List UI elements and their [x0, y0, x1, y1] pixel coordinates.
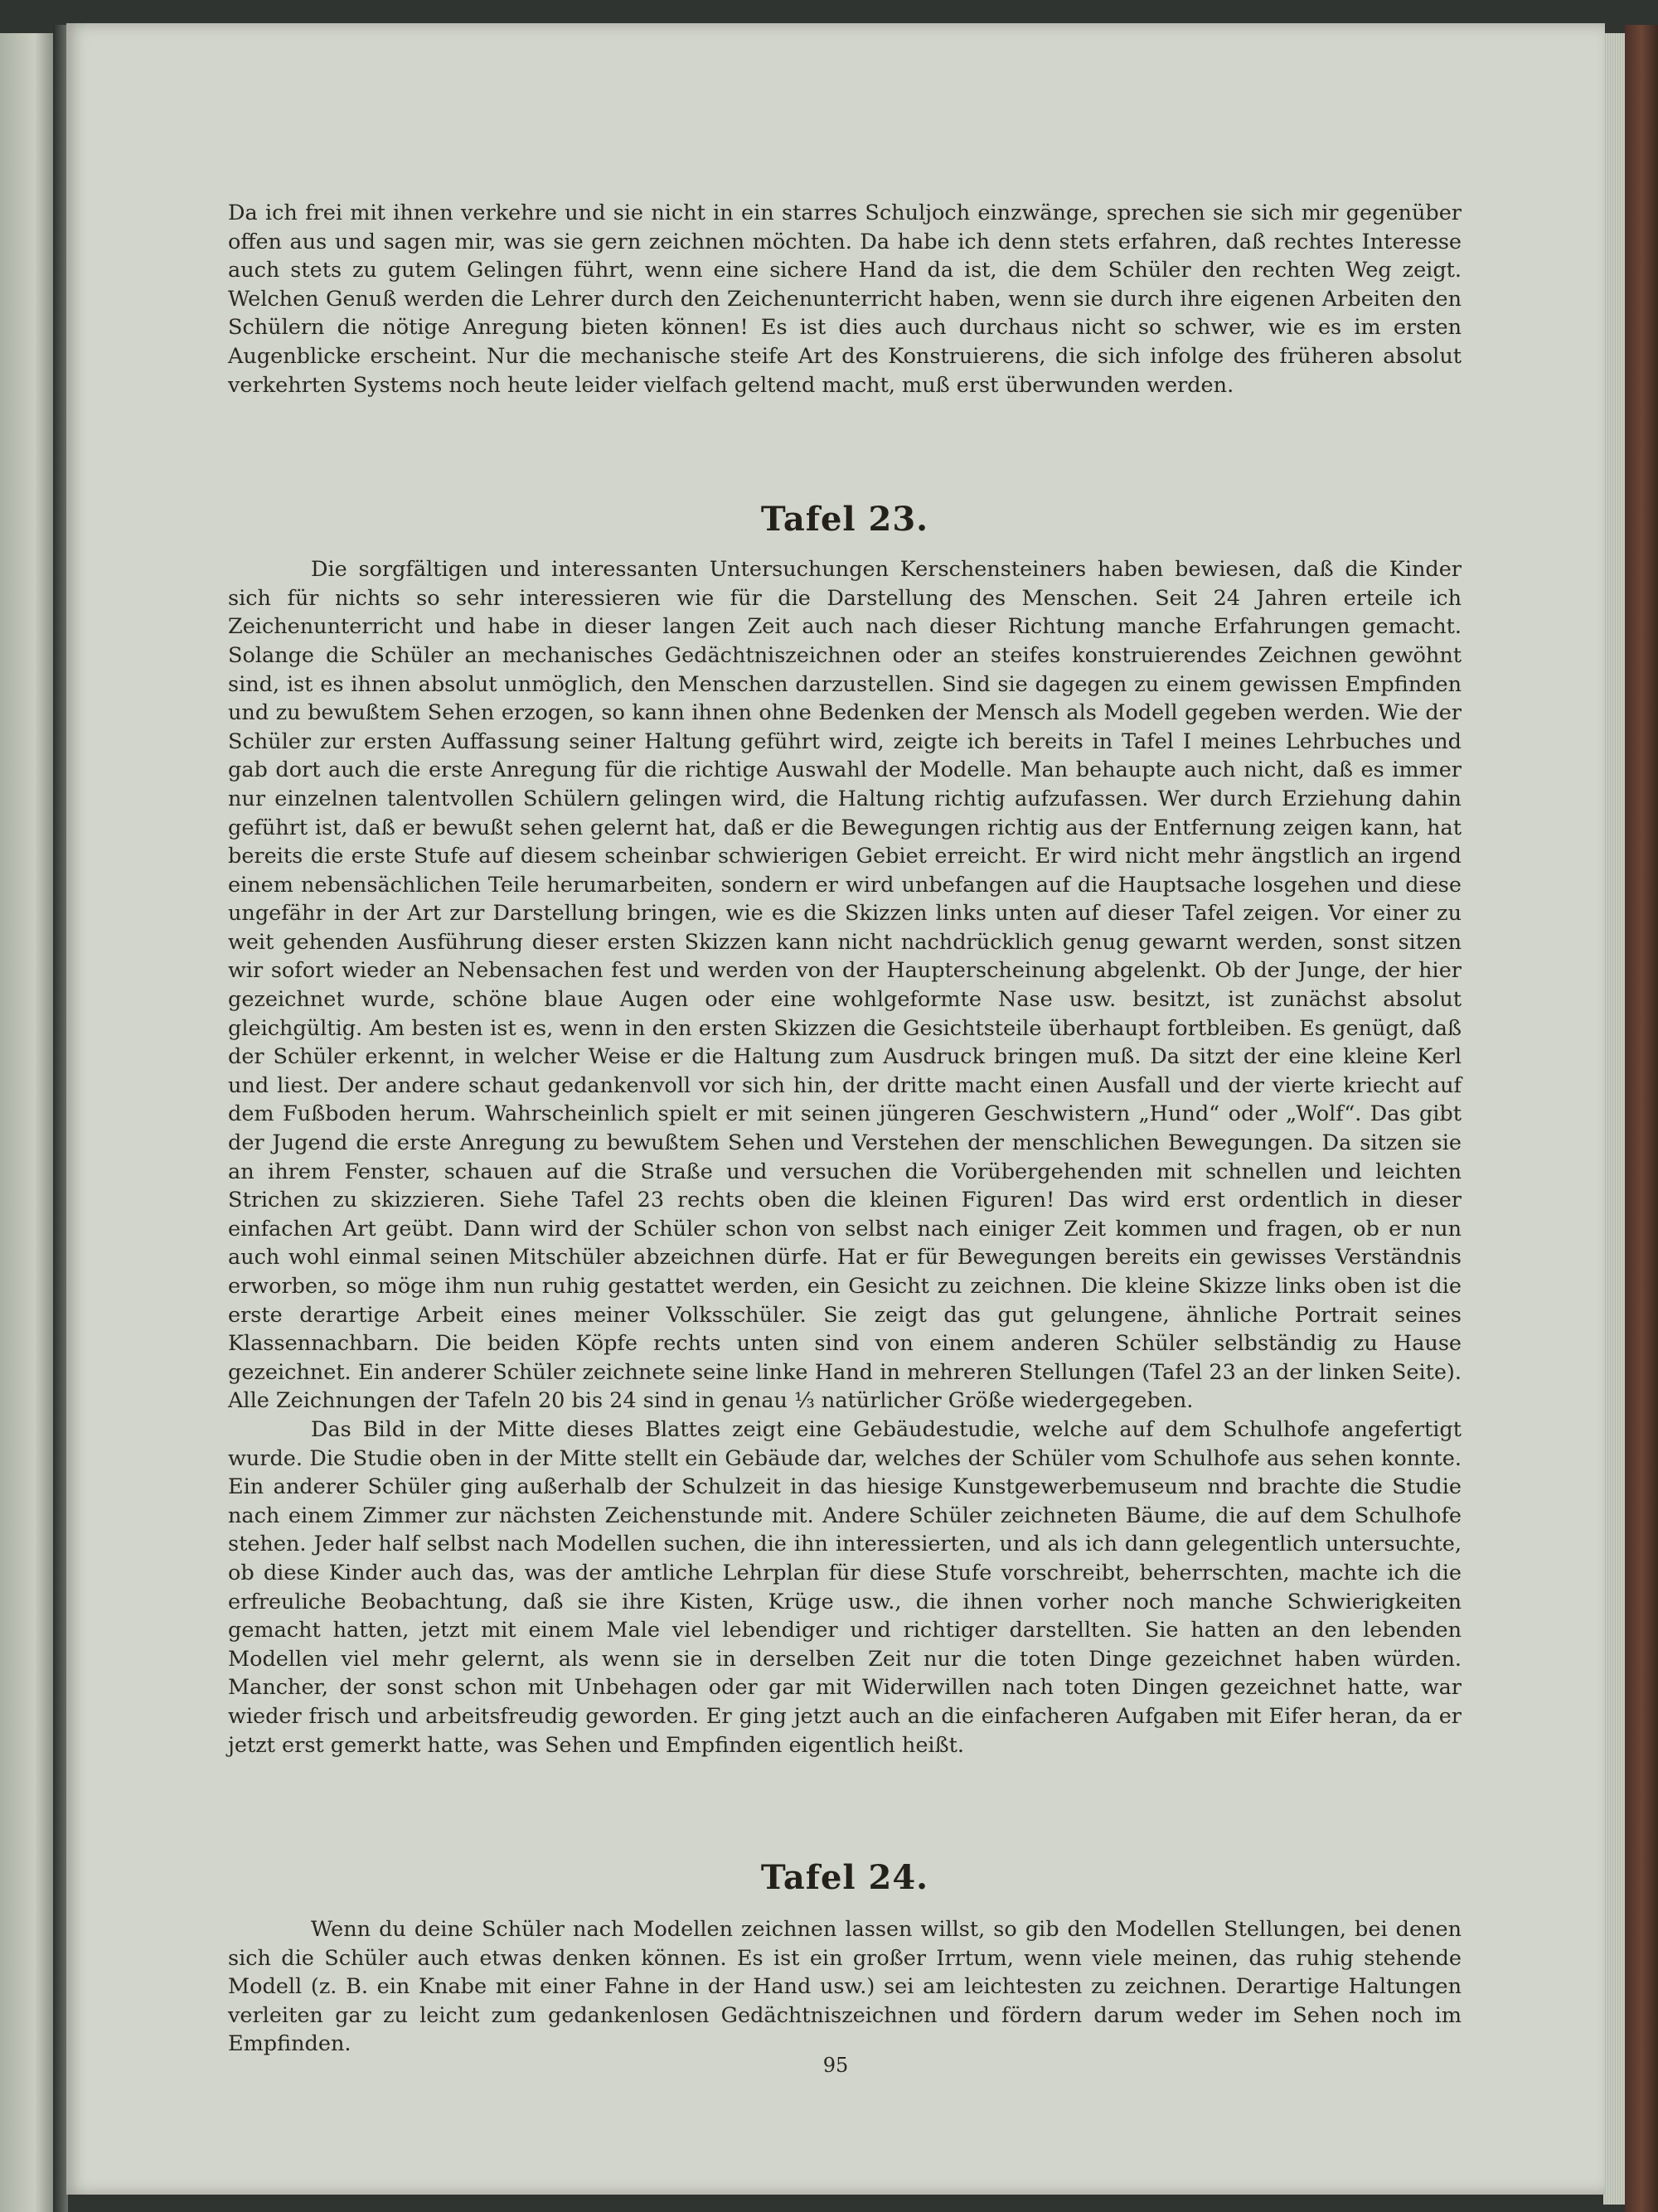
paragraph-continuation: Da ich frei mit ihnen verkehre und sie nicht in ein starres Schuljoch einzwänge, sprechen sie sich mir gegenüber offen aus und sagen mir, was sie gern zeichnen möchten. Da habe ich denn stets erfahren, daß rechtes Interesse auch stets zu gutem Gelingen führt, wenn eine sichere Hand da ist, die dem Schüler den rechten Weg zeigt. Welchen Genuß werden die Lehrer durch den Zeichenunterricht haben, wenn sie durch ihre eigenen Arbeiten den Schülern die nötige Anregung bieten können! Es ist dies auch durchaus nicht so schwer, wie es im ersten Augenblicke erscheint. Nur die mechanische steife Art des Konstruierens, die sich infolge des früheren absolut verkehrten Systems noch heute leider vielfach geltend macht, muß erst überwunden werden. — [228, 201, 1462, 398]
page-number: 95 — [822, 2054, 849, 2077]
section-heading-tafel-23: Tafel 23. — [760, 500, 929, 540]
section-heading-tafel-24: Tafel 24. — [760, 1858, 929, 1898]
page-content — [228, 199, 1462, 2059]
left-page-edge — [0, 33, 58, 2212]
paragraph-tafel-23-intro: Die sorgfältigen und interessanten Untersuchungen Kerschensteiners haben bewiesen, daß die Kinder sich für nichts so sehr interessieren wie für die Darstellung des Menschen. Seit 24 Jahren erteile ich Zeichenunterricht und habe in dieser langen Zeit auch nach dieser Richtung manche Erfahrungen gemacht. Solange die Schüler an mechanisches Gedächtniszeichnen oder an steifes konstruierendes Zeichnen gewöhnt sind, ist es ihnen absolut unmöglich, den Menschen darzustellen. Sind sie dagegen zu einem gewissen Empfinden und zu bewußtem Sehen erzogen, so kann ihnen ohne Bedenken der Mensch als Modell gegeben werden. Wie der Schüler zur ersten Auffassung seiner Haltung geführt wird, zeigte ich bereits in Tafel I meines Lehrbuches und gab dort auch die erste Anregung für die richtige Auswahl der Modelle. Man behaupte auch nicht, daß es immer nur einzelnen talentvollen Schülern gelingen wird, die Haltung richtig aufzufassen. Wer durch Erziehung dahin geführt ist, daß er bewußt sehen gelernt hat, daß er die Bewegungen richtig aus der Entfernung zeigen kann, hat bereits die erste Stufe auf diesem scheinbar schwierigen Gebiet erreicht. Er wird nicht mehr ängstlich an irgend einem nebensächlichen Teile herumarbeiten, sondern er wird unbefangen auf die Hauptsache losgehen und diese ungefähr in der Art zur Darstellung bringen, wie es die Skizzen links unten auf dieser Tafel zeigen. Vor einer zu weit gehenden Ausführung dieser ersten Skizzen kann nicht nachdrücklich genug gewarnt werden, sonst sitzen wir sofort wieder an Nebensachen fest und werden von der Haupterscheinung abgelenkt. Ob der Junge, der hier gezeichnet wurde, schöne blaue Augen oder eine wohlgeformte Nase usw. besitzt, ist zunächst absolut gleichgültig. Am besten ist es, wenn in den ersten Skizzen die Gesichtsteile überhaupt fortbleiben. Es genügt, daß der Schüler erkennt, in welcher Weise er die Haltung zum Ausdruck bringen muß. Da sitzt der eine kleine Kerl und liest. Der andere schaut gedankenvoll vor sich hin, der dritte macht einen Ausfall und der vierte kriecht auf dem Fußboden herum. Wahrscheinlich spielt er mit seinen jüngeren Geschwistern „Hund“ oder „Wolf“. Das gibt der Jugend die erste Anregung zu bewußtem Sehen und Verstehen der menschlichen Bewegungen. Da sitzen sie an ihrem Fenster, schauen auf die Straße und versuchen die Vorübergehenden mit schnellen und leichten Strichen zu skizzieren. Siehe Tafel 23 rechts oben die kleinen Figuren! Das wird erst ordentlich in dieser einfachen Art geübt. Dann wird der Schüler schon von selbst nach einiger Zeit kommen und fragen, ob er nun auch wohl einmal seinen Mitschüler abzeichnen dürfe. Hat er für Bewegungen bereits ein gewisses Verständnis erworben, so möge ihm nun ruhig gestattet werden, ein Gesicht zu zeichnen. Die kleine Skizze links oben ist die erste derartige Arbeit eines meiner Volksschüler. Sie zeigt das gut gelungene, ähnliche Portrait seines Klassennachbarn. Die beiden Köpfe rechts unten sind von einem anderen Schüler selbständig zu Hause gezeichnet. Ein anderer Schüler zeichnete seine linke Hand in mehreren Stellungen (Tafel 23 an der linken Seite). Alle Zeichnungen der Tafeln 20 bis 24 sind in genau ⅓ natürlicher Größe wiedergegeben. — [228, 557, 1462, 1414]
paragraph-tafel-23-building-study: Das Bild in der Mitte dieses Blattes zeigt eine Gebäudestudie, welche auf dem Schulhofe angefertigt wurde. Die Studie oben in der Mitte stellt ein Gebäude dar, welches der Schüler vom Schulhofe aus sehen konnte. Ein anderer Schüler ging außerhalb der Schulzeit in das hiesige Kunstgewerbemuseum nnd brachte die Studie nach einem Zimmer zur nächsten Zeichenstunde mit. Andere Schüler zeichneten Bäume, die auf dem Schulhofe stehen. Jeder half selbst nach Modellen suchen, die ihn interessierten, und als ich dann gelegentlich untersuchte, ob diese Kinder auch das, was der amtliche Lehrplan für diese Stufe vorschreibt, beherrschten, machte ich die erfreuliche Beobachtung, daß sie ihre Kisten, Krüge usw., die ihnen vorher noch manche Schwierigkeiten gemacht hatten, jetzt mit einem Male viel lebendiger und richtiger darstellten. Sie hatten an den lebenden Modellen viel mehr gelernt, als wenn sie in derselben Zeit nur die toten Dinge gezeichnet haben würden. Mancher, der sonst schon mit Unbehagen oder gar mit Widerwillen nach toten Dingen gezeichnet hatte, war wieder frisch und arbeitsfreudig geworden. Er ging jetzt auch an die einfacheren Aufgaben mit Eifer heran, da er jetzt erst gemerkt hatte, was Sehen und Empfinden eigentlich heißt. — [228, 1416, 1462, 1758]
book-page — [66, 23, 1605, 2195]
page-block-edge — [1603, 33, 1625, 2205]
book-cover-edge — [1625, 25, 1658, 2212]
paragraph-tafel-24: Wenn du deine Schüler nach Modellen zeichnen lassen willst, so gib den Modellen Stellungen, bei denen sich die Schüler auch etwas denken können. Es ist ein großer Irrtum, wenn viele meinen, das ruhig stehende Modell (z. B. ein Knabe mit einer Fahne in der Hand usw.) sei am leichtesten zu zeichnen. Derartige Haltungen verleiten gar zu leicht zum gedankenlosen Gedächtniszeichnen und fördern darum weder im Sehen noch im Empfinden. — [228, 1917, 1462, 2057]
